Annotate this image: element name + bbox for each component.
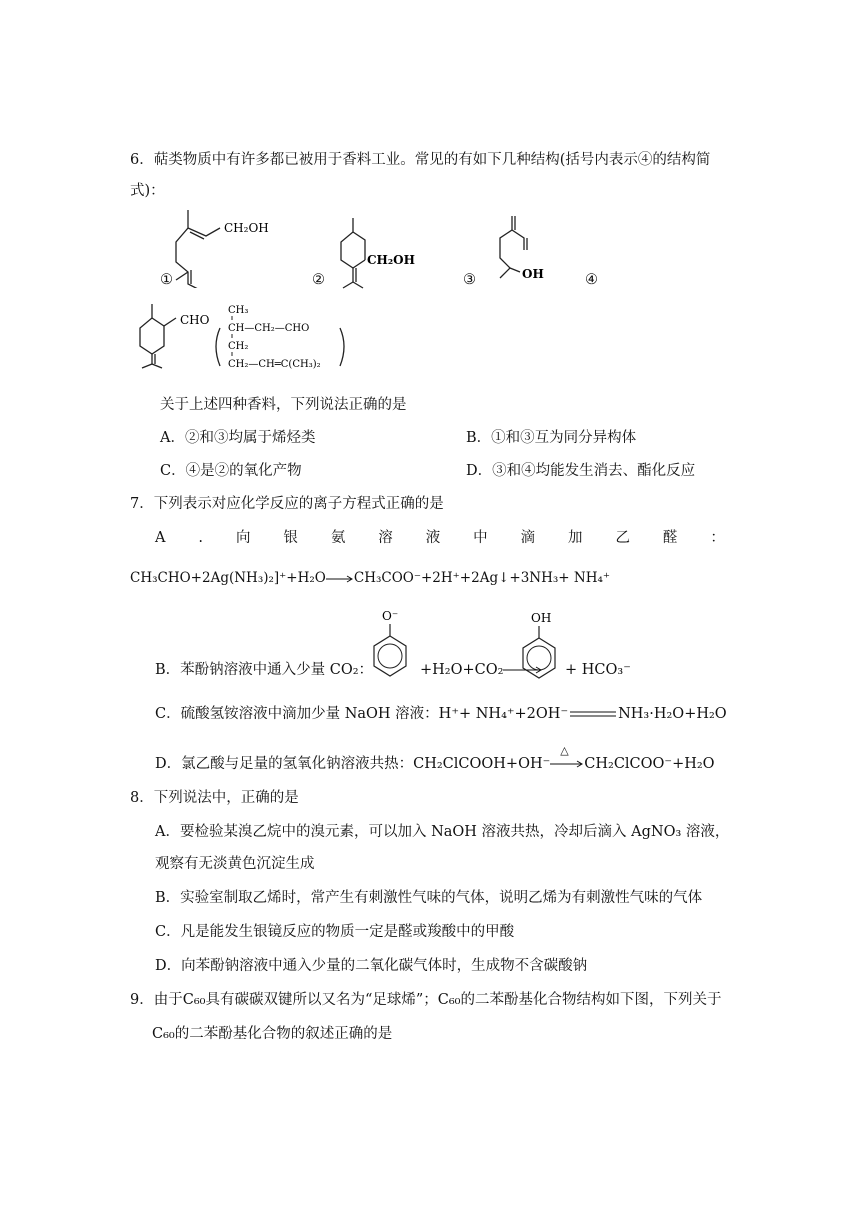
- bracket-formula: [210, 300, 350, 372]
- q7-option-a-label: A . 向 银 氨 溶 液 中 滴 加 乙 醛 ：: [155, 530, 725, 546]
- bracket-line-1: CH₃: [228, 305, 249, 316]
- q8-option-a-line1: A．要检验某溴乙烷中的溴元素，可以加入 NaOH 溶液共热，冷却后滴入 AgNO₃ 溶液，: [155, 824, 730, 840]
- structure-3-group: OH: [522, 267, 544, 281]
- q8-option-a-line2: 观察有无淡黄色沉淀生成: [155, 856, 315, 872]
- structure-4-diagram: [130, 298, 220, 370]
- q6-option-d: D．③和④均能发生消去、酯化反应: [466, 463, 696, 479]
- q9-stem-line2: C₆₀的二苯酚基化合物的叙述正确的是: [152, 1026, 393, 1042]
- label-1: ①: [160, 272, 173, 288]
- bracket-line-3: CH₂: [228, 341, 249, 352]
- structure-1-group: CH₂OH: [224, 221, 269, 235]
- q6-stem: 6．萜类物质中有许多都已被用于香料工业。常见的有如下几种结构(括号内表示④的结构简: [130, 152, 711, 168]
- structure-3-diagram: [480, 212, 560, 287]
- q7-option-d: D．氯乙酸与足量的氢氧化钠溶液共热：CH₂ClCOOH+OH⁻ △ CH₂ClCOO⁻+H₂O: [155, 754, 715, 774]
- q7-option-b-mid: +H₂O+CO₂: [420, 660, 543, 680]
- q6-option-c: C．④是②的氧化产物: [160, 463, 302, 479]
- q8-option-c: C．凡是能发生银镜反应的物质一定是醛或羧酸中的甲酸: [155, 924, 515, 940]
- q6-option-a: A．②和③均属于烯烃类: [160, 430, 316, 446]
- label-2: ②: [312, 272, 325, 288]
- heat-symbol: △: [560, 744, 569, 757]
- q7-option-b: B．苯酚钠溶液中通入少量 CO₂：: [155, 662, 374, 678]
- q7-option-a-equation: CH₃CHO+2Ag(NH₃)₂]⁺+H₂O CH₃COO⁻+2H⁺+2Ag↓+3NH₃+ NH₄⁺: [130, 570, 611, 586]
- q8-option-d: D．向苯酚钠溶液中通入少量的二氧化碳气体时，生成物不含碳酸钠: [155, 958, 588, 974]
- phenol-label: OH: [531, 611, 552, 625]
- bracket-line-2: CH—CH₂—CHO: [228, 323, 310, 334]
- q8-stem: 8．下列说法中，正确的是: [130, 790, 299, 806]
- label-4: ④: [585, 272, 598, 288]
- phenoxide-structure: [368, 606, 416, 686]
- structure-2-group: CH₂OH: [367, 253, 415, 267]
- structure-4-group: CHO: [180, 313, 210, 327]
- q7-stem: 7．下列表示对应化学反应的离子方程式正确的是: [130, 496, 444, 512]
- q6-stem-cont: 式)：: [130, 183, 165, 199]
- bracket-line-4: CH₂—CH═C(CH₃)₂: [228, 359, 321, 370]
- q7-option-b-end: + HCO₃⁻: [565, 662, 631, 678]
- structure-2-diagram: [325, 212, 435, 290]
- q6-question: 关于上述四种香料，下列说法正确的是: [160, 397, 407, 413]
- q8-option-b: B．实验室制取乙烯时，常产生有刺激性气味的气体，说明乙烯为有刺激性气味的气体: [155, 890, 703, 906]
- q7-option-c: C．硫酸氢铵溶液中滴加少量 NaOH 溶液：H⁺+ NH₄⁺+2OH⁻ NH₃·H₂O+H₂O: [155, 706, 727, 722]
- q9-stem-line1: 9．由于C₆₀具有碳碳双键所以又名为“足球烯”；C₆₀的二苯酚基化合物结构如下图，下列关于: [130, 992, 722, 1008]
- q6-option-b: B．①和③互为同分异构体: [466, 430, 637, 446]
- phenoxide-label: O⁻: [382, 609, 399, 623]
- label-3: ③: [463, 272, 476, 288]
